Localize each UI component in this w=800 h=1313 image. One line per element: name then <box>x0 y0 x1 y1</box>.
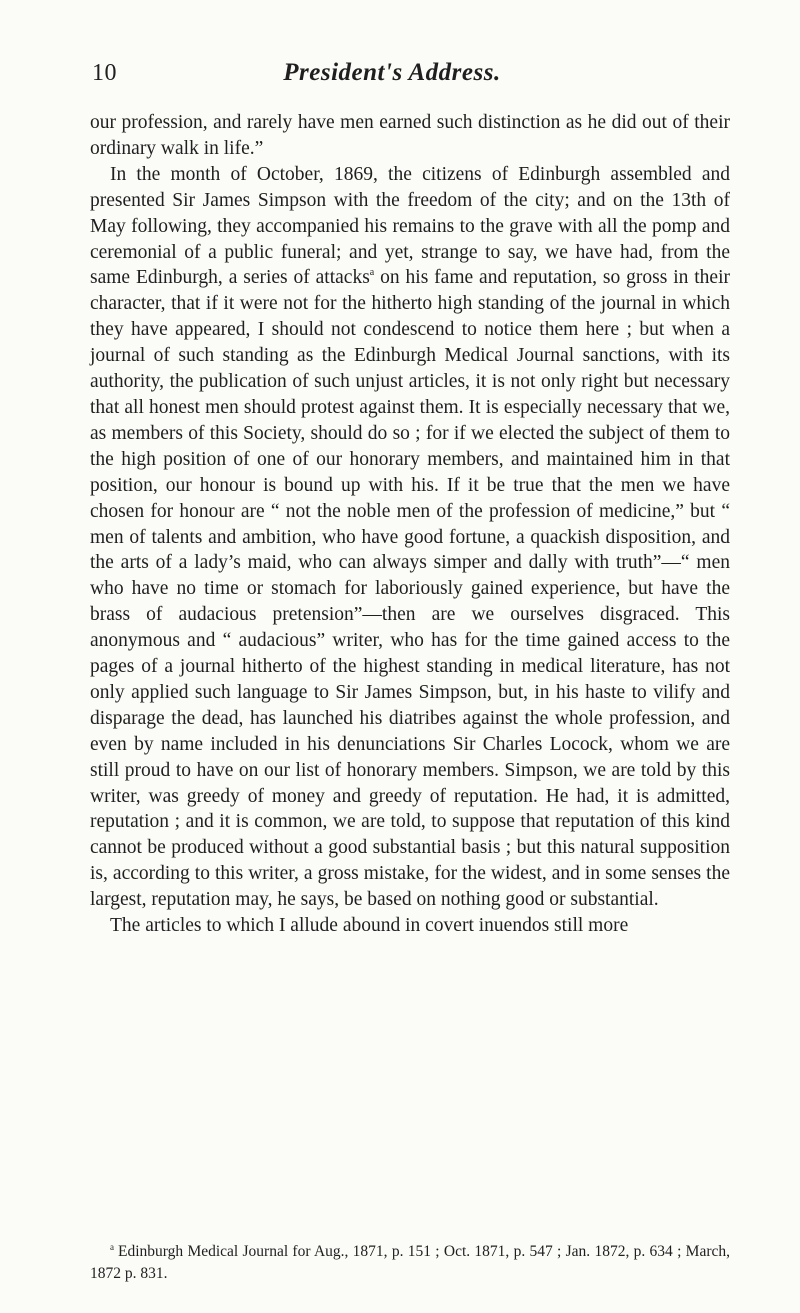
paragraph-articles: The articles to which I allude abound in covert inuendos still more <box>110 915 629 937</box>
running-title: President's Address. <box>283 59 501 86</box>
footnote-text: Edinburgh Medical Journal for Aug., 1871, p. 151 ; Oct. 1871, p. 547 ; Jan. 1872, p. 634 ; March, 1872 p. 831. <box>90 1243 730 1282</box>
paragraph-text-start: In the month of October, 1869, the citizens of Edinburgh assembled and presented Sir James Simpson with the freedom of the city; and on the 13th of May following, they accompanied his remains to the grave with all the pomp and ceremonial of a public funeral; and yet, strange to say, we have had, from the same Edinburgh, a series of attacks <box>90 163 730 289</box>
page-number: 10 <box>92 60 117 86</box>
footnote <box>90 1241 730 1285</box>
paragraph-continuation: our profession, and rarely have men earned such distinction as he did out of their ordinary walk in life.” <box>90 112 730 159</box>
footnote-reference: a <box>369 267 375 279</box>
footnote-mark: a <box>110 1242 114 1252</box>
paragraph-text-end: on his fame and reputation, so gross in their character, that if it were not for the hitherto high standing of the journal in which they have appeared, I should not condescend to notice them here ; but when a journal of such standing as the Edinburgh Medical Journal sanctions, with its authority, the publication of such unjust articles, it is not only right but necessary that all honest men should protest against them. It is especially necessary that we, as members of this Society, should do so ; for if we elected the subject of them to the high position of one of our honorary members, and maintained him in that position, our honour is bound up with his. If it be true that the men we have chosen for honour are “ not the noble men of the profession of medicine,” but “ men of talents and ambition, who have good fortune, a quackish disposition, and the arts of a lady’s maid, who can always simper and dally with truth”—“ men who have no time or stomach for laboriously gained experience, but have the brass of audacious pretension”—then are we ourselves disgraced. This anonymous and “ audacious” writer, who has for the time gained access to the pages of a journal hitherto of the highest standing in medical literature, has not only applied such language to Sir James Simpson, but, in his haste to vilify and disparage the dead, has launched his diatribes against the whole profession, and even by name included in his denunciations Sir Charles Locock, whom we are still proud to have on our list of honorary members. Simpson, we are told by this writer, was greedy of money and greedy of reputation. He had, it is admitted, reputation ; and it is common, we are told, to suppose that reputation of this kind cannot be produced without a good substantial basis ; but this natural supposition is, according to this writer, a gross mistake, for the widest, and in some senses the largest, reputation may, he says, be based on nothing good or substantial. <box>90 267 730 911</box>
body-text <box>90 110 730 939</box>
running-head <box>72 58 712 88</box>
paragraph-edinburgh-attacks <box>90 162 730 913</box>
